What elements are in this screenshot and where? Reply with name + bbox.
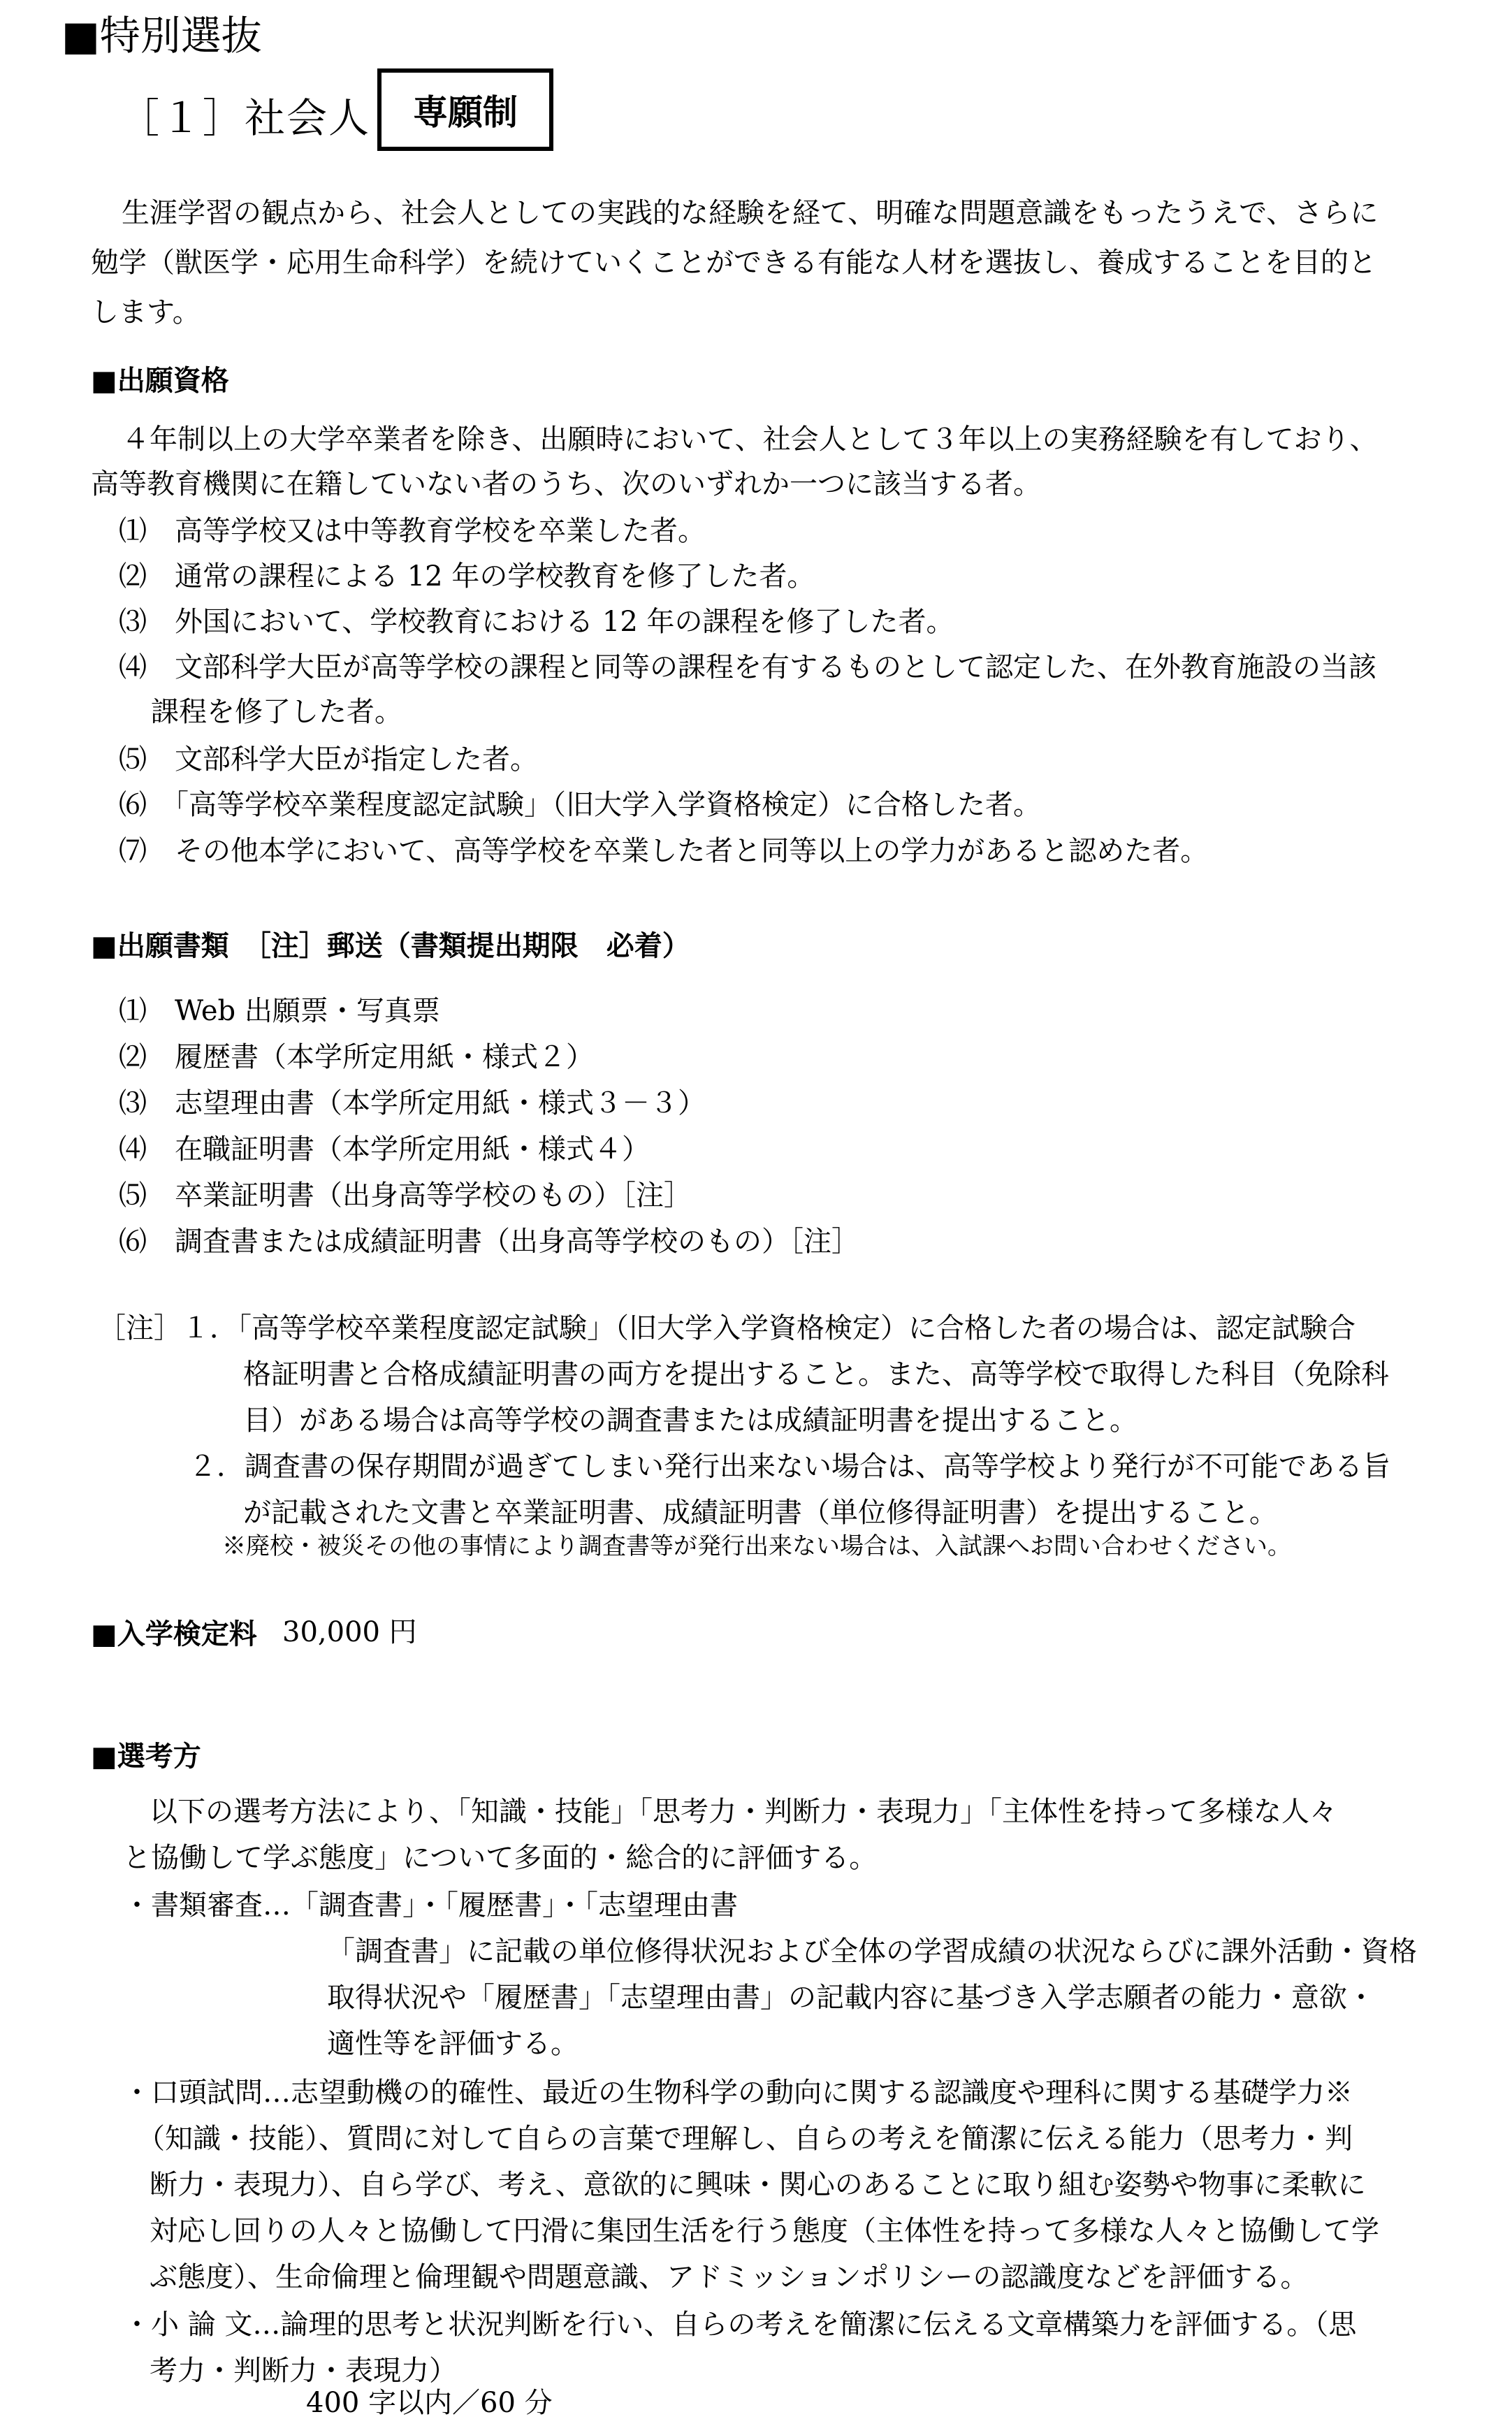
selection-line: ・口頭試問…志望動機の的確性、最近の生物科学の動向に関する認識度や理科に関する基礎学力※ <box>123 2077 1353 2109</box>
note-line: 目）がある場合は高等学校の調査書または成績証明書を提出すること。 <box>243 1404 1137 1437</box>
page-title: ■特別選抜 <box>61 12 262 59</box>
selection-line: 以下の選考方法により、「知識・技能」「思考力・判断力・表現力」「主体性を持って多様な人々 <box>150 1796 1337 1828</box>
document-item: ⑷ 在職証明書（本学所定用紙・様式４） <box>119 1133 650 1165</box>
selection-line: ・書類審査…「調査書」・「履歴書」・「志望理由書 <box>123 1889 738 1922</box>
fee-value: 30,000 円 <box>282 1616 417 1648</box>
note-remark: ※廃校・被災その他の事情により調査書等が発行出来ない場合は、入試課へお問い合わせください。 <box>222 1532 1291 1560</box>
intro-line-2: 勉学（獣医学・応用生命科学）を続けていくことができる有能な人材を選抜し、養成することを目的と <box>91 247 1376 279</box>
selection-line: と協働して学ぶ態度」について多面的・総合的に評価する。 <box>123 1842 878 1874</box>
selection-line: 取得状況や「履歴書」「志望理由書」の記載内容に基づき入学志願者の能力・意欲・ <box>327 1982 1375 2014</box>
qualification-item: ⑹ 「高等学校卒業程度認定試験」（旧大学入学資格検定）に合格した者。 <box>119 789 1041 821</box>
exclusive-badge: 専願制 <box>377 68 553 151</box>
intro-line-1: 生涯学習の観点から、社会人としての実践的な経験を経て、明確な問題意識をもったうえで、さらに <box>122 197 1379 229</box>
selection-line: 「調査書」に記載の単位修得状況および全体の学習成績の状況ならびに課外活動・資格 <box>327 1935 1417 1968</box>
note-line: ２．調査書の保存期間が過ぎてしまい発行出来ない場合は、高等学校より発行が不可能である旨 <box>189 1451 1390 1483</box>
selection-line: （知識・技能）、質問に対して自らの言葉で理解し、自らの考えを簡潔に伝える能力（思考力・判 <box>137 2123 1353 2155</box>
qualification-item: ⑺ その他本学において、高等学校を卒業した者と同等以上の学力があると認めた者。 <box>119 835 1209 867</box>
qualification-item-continued: 課程を修了した者。 <box>151 696 402 728</box>
note-line: が記載された文書と卒業証明書、成績証明書（単位修得証明書）を提出すること。 <box>243 1497 1277 1529</box>
intro-line-3: します。 <box>91 296 201 328</box>
document-item: ⑴ Web 出願票・写真票 <box>119 995 440 1027</box>
selection-heading: ■選考方 <box>91 1741 201 1773</box>
selection-line: ぶ態度）、生命倫理と倫理観や問題意識、アドミッションポリシーの認識度などを評価する。 <box>150 2261 1309 2293</box>
selection-line: ・小 論 文…論理的思考と状況判断を行い、自らの考えを簡潔に伝える文章構築力を評価する。（思 <box>123 2309 1357 2341</box>
qualification-item: ⑵ 通常の課程による 12 年の学校教育を修了した者。 <box>119 560 815 593</box>
qualification-item: ⑴ 高等学校又は中等教育学校を卒業した者。 <box>119 515 706 547</box>
document-item: ⑶ 志望理由書（本学所定用紙・様式３－３） <box>119 1087 706 1119</box>
section-subtitle: ［１］社会人 <box>119 94 371 142</box>
document-item: ⑸ 卒業証明書（出身高等学校のもの）［注］ <box>119 1179 692 1212</box>
document-item: ⑹ 調査書または成績証明書（出身高等学校のもの）［注］ <box>119 1226 859 1258</box>
qualification-item: ⑷ 文部科学大臣が高等学校の課程と同等の課程を有するものとして認定した、在外教育施設の当該 <box>119 651 1376 683</box>
selection-line: 対応し回りの人々と協働して円滑に集団生活を行う態度（主体性を持って多様な人々と協働して学 <box>150 2215 1379 2247</box>
selection-line: 断力・表現力）、自ら学び、考え、意欲的に興味・関心のあることに取り組む姿勢や物事に柔軟に <box>150 2169 1366 2201</box>
qualification-item: ⑶ 外国において、学校教育における 12 年の課程を修了した者。 <box>119 606 954 638</box>
fee-heading: ■入学検定料 <box>91 1618 257 1650</box>
qualification-intro-1: ４年制以上の大学卒業者を除き、出願時において、社会人として３年以上の実務経験を有しており、 <box>122 423 1378 456</box>
qualification-intro-2: 高等教育機関に在籍していない者のうち、次のいずれか一つに該当する者。 <box>91 468 1041 500</box>
selection-line: 考力・判断力・表現力） <box>150 2355 457 2387</box>
document-item: ⑵ 履歴書（本学所定用紙・様式２） <box>119 1041 594 1073</box>
selection-line: 適性等を評価する。 <box>327 2028 579 2060</box>
selection-line: 400 字以内／60 分 <box>306 2387 553 2419</box>
qualification-heading: ■出願資格 <box>91 365 229 397</box>
note-line: ［注］１．「高等学校卒業程度認定試験」（旧大学入学資格検定）に合格した者の場合は、認定試験合 <box>98 1312 1355 1344</box>
note-line: 格証明書と合格成績証明書の両方を提出すること。また、高等学校で取得した科目（免除科 <box>243 1358 1389 1390</box>
qualification-item: ⑸ 文部科学大臣が指定した者。 <box>119 743 538 776</box>
documents-heading: ■出願書類 ［注］郵送（書類提出期限 必着） <box>91 930 690 962</box>
